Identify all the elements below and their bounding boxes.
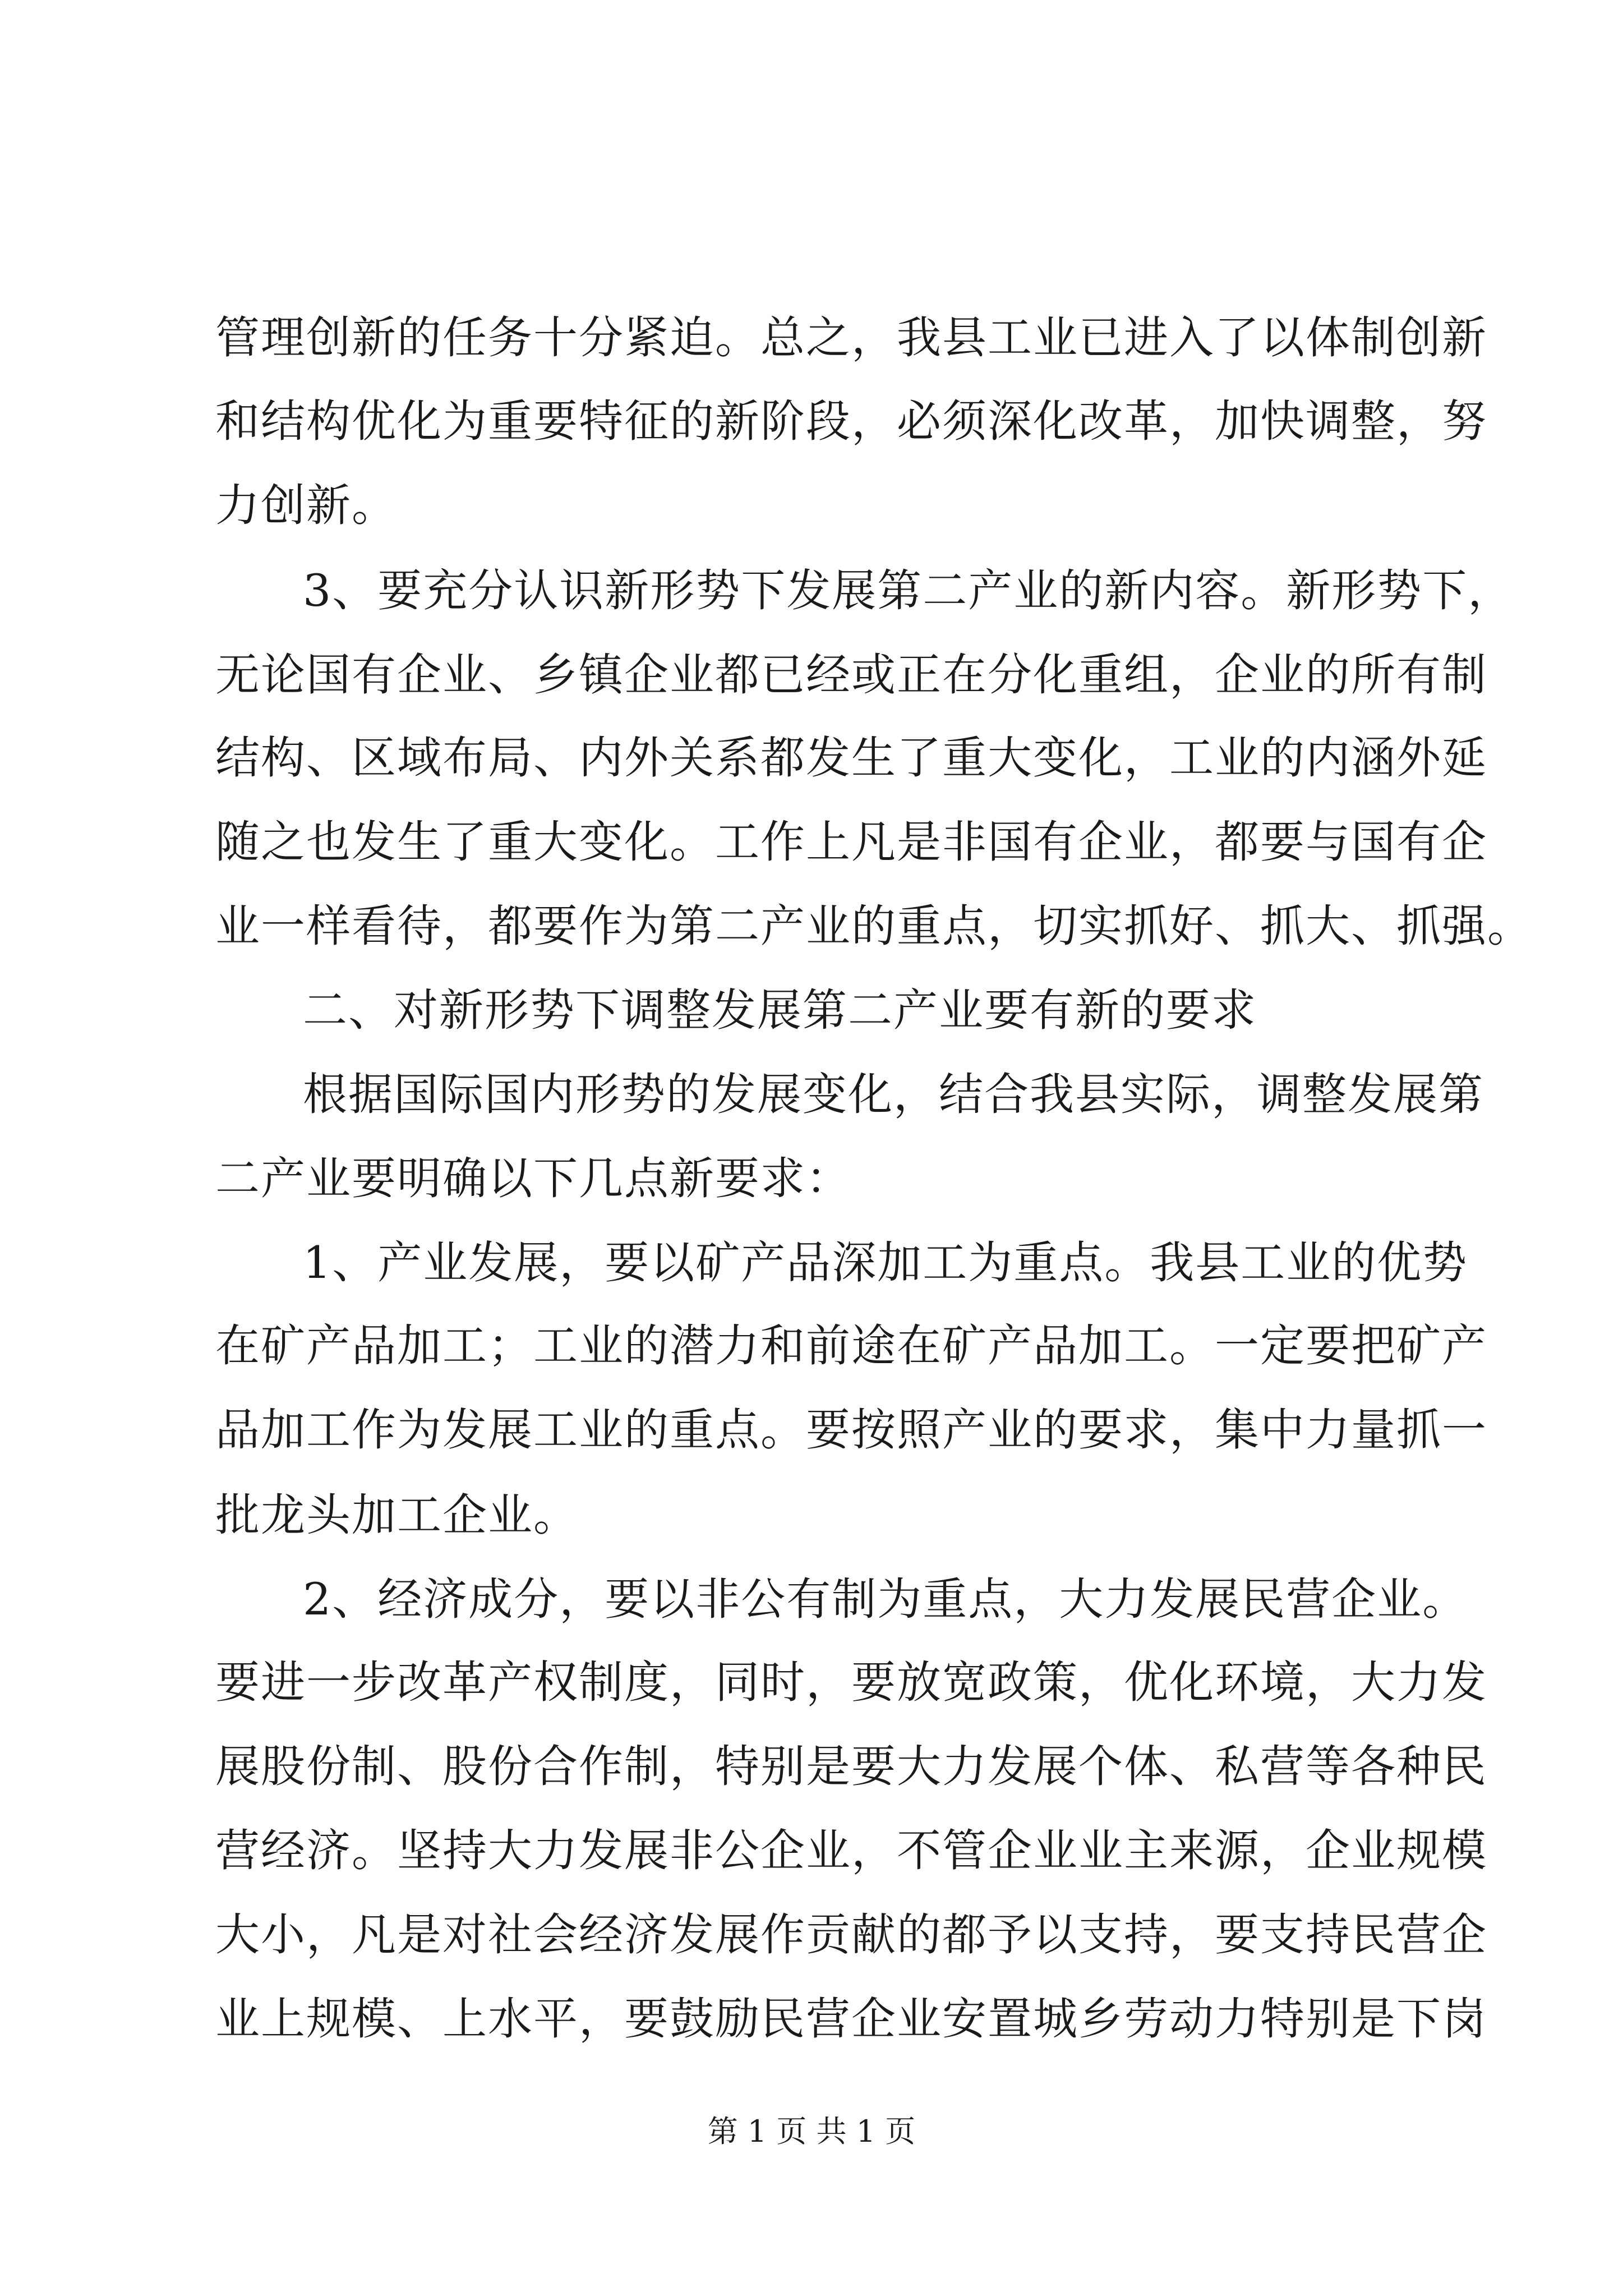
body-line-17: 要进一步改革产权制度，同时，要放宽政策，优化环境，大力发 — [215, 1657, 1487, 1708]
body-line-1: 管理创新的任务十分紧迫。总之，我县工业已进入了以体制创新 — [215, 312, 1487, 364]
body-line-20: 大小，凡是对社会经济发展作贡献的都予以支持，要支持民营企 — [215, 1909, 1487, 1961]
body-line-21: 业上规模、上水平，要鼓励民营企业安置城乡劳动力特别是下岗 — [215, 1993, 1487, 2045]
body-line-8: 业一样看待，都要作为第二产业的重点，切实抓好、抓大、抓强。 — [215, 900, 1533, 952]
body-line-13: 在矿产品加工；工业的潜力和前途在矿产品加工。一定要把矿产 — [215, 1320, 1487, 1372]
body-line-5: 无论国有企业、乡镇企业都已经或正在分化重组，企业的所有制 — [215, 649, 1487, 701]
body-line-15: 批龙头加工企业。 — [215, 1489, 579, 1541]
page-footer: 第 1 页 共 1 页 — [707, 2114, 916, 2149]
body-line-16: 2、经济成分，要以非公有制为重点，大力发展民营企业。 — [303, 1573, 1468, 1625]
body-line-3: 力创新。 — [215, 480, 397, 531]
body-line-12: 1、产业发展，要以矿产品深加工为重点。我县工业的优势 — [303, 1237, 1468, 1289]
body-line-7: 随之也发生了重大变化。工作上凡是非国有企业，都要与国有企 — [215, 816, 1487, 868]
body-line-19: 营经济。坚持大力发展非公企业，不管企业业主来源，企业规模 — [215, 1825, 1487, 1876]
body-line-14: 品加工作为发展工业的重点。要按照产业的要求，集中力量抓一 — [215, 1404, 1487, 1456]
body-line-10: 根据国际国内形势的发展变化，结合我县实际，调整发展第 — [303, 1069, 1484, 1120]
body-line-2: 和结构优化为重要特征的新阶段，必须深化改革，加快调整，努 — [215, 395, 1487, 447]
body-line-11: 二产业要明确以下几点新要求： — [215, 1153, 851, 1204]
body-line-4: 3、要充分认识新形势下发展第二产业的新内容。新形势下， — [303, 565, 1514, 616]
body-line-6: 结构、区域布局、内外关系都发生了重大变化，工业的内涵外延 — [215, 732, 1487, 784]
section-heading: 二、对新形势下调整发展第二产业要有新的要求 — [303, 984, 1257, 1036]
body-line-18: 展股份制、股份合作制，特别是要大力发展个体、私营等各种民 — [215, 1741, 1487, 1792]
